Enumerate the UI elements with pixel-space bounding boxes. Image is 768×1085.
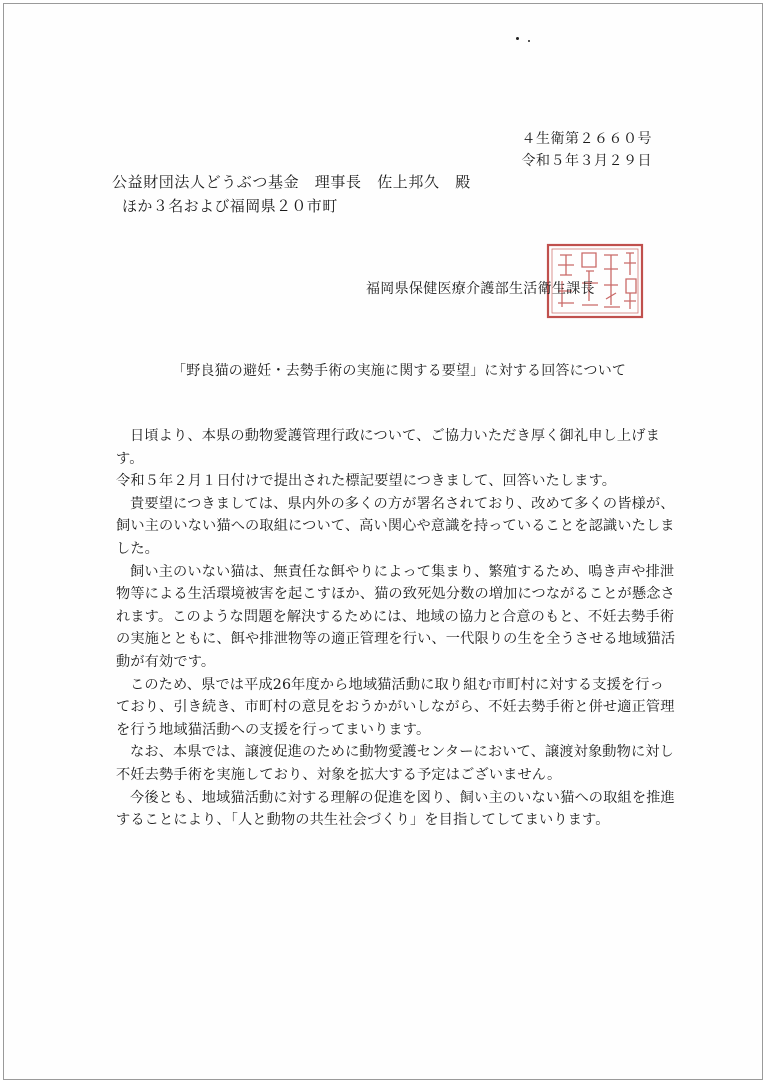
recipient-line-1: 公益財団法人どうぶつ基金 理事長 佐上邦久 殿 — [112, 173, 471, 191]
document-body — [116, 425, 676, 832]
body-paragraph-3: 飼い主のいない猫は、無責任な餌やりによって集まり、繁殖するため、鳴き声や排泄物等による生活環境被害を起こすほか、猫の致死処分数の増加につながることが懸念されます。このような問題を解決するためには、地域の協力と合意のもと、不妊去勢手術の実施とともに、餌や排泄物等の適正管理を行い、一代限りの生を全うさせる地域猫活動が有効です。 — [116, 563, 676, 670]
scan-speck — [516, 37, 519, 40]
document-page — [3, 3, 763, 1080]
body-paragraph-4: このため、県では平成26年度から地域猫活動に取り組む市町村に対する支援を行っており、引き続き、市町村の意見をおうかがいしながら、不妊去勢手術と併せ適正管理を行う地域猫活動への支援を行ってまいります。 — [116, 676, 675, 738]
document-number: ４生衛第２６６０号 — [521, 131, 652, 147]
scan-speck — [528, 40, 530, 42]
body-paragraph-6: 今後とも、地域猫活動に対する理解の促進を図り、飼い主のいない猫への取組を推進することにより、「人と動物の共生社会づくり」を目指してしてまいります。 — [116, 789, 675, 829]
body-paragraph-5: なお、本県では、譲渡促進のために動物愛護センターにおいて、譲渡対象動物に対し不妊去勢手術を実施しており、対象を拡大する予定はございません。 — [116, 744, 674, 783]
document-subject: 「野良猫の避妊・去勢手術の実施に関する要望」に対する回答について — [172, 363, 627, 379]
recipient-line-2: ほか３名および福岡県２０市町 — [122, 197, 338, 215]
body-paragraph-1: 日頃より、本県の動物愛護管理行政について、ご協力いただき厚く御礼申し上げます。 — [116, 428, 660, 467]
body-paragraph-2: 貴要望につきましては、県内外の多くの方が署名されており、改めて多くの皆様が、飼い主のいない猫への取組について、高い関心や意識を持っていることを認識いたしました。 — [116, 495, 675, 557]
sender-title: 福岡県保健医療介護部生活衛生課長 — [366, 281, 595, 297]
body-paragraph-1b: 令和５年２月１日付けで提出された標記要望につきまして、回答いたします。 — [116, 473, 617, 490]
document-date: 令和５年３月２９日 — [521, 153, 652, 169]
